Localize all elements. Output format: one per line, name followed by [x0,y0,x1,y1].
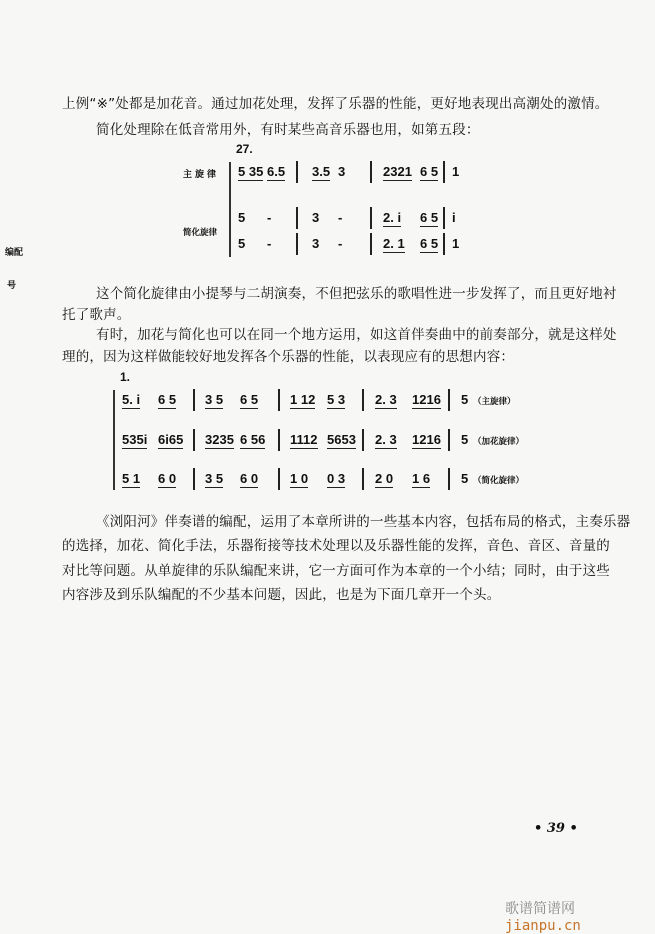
bar-line [278,468,280,490]
watermark [505,898,655,934]
bar-line [443,161,445,183]
example-number: 1. [120,370,131,384]
row-label: （加花旋律） [473,437,525,447]
paragraph-line: 上例“※”处都是加花音。通过加花处理，发挥了乐器的性能，更好地表现出高潮处的激情。 [62,96,609,112]
note-group: 1 [452,236,460,251]
page-number: • 39 • [534,821,578,836]
bar-line [278,429,280,451]
watermark-cn: 歌谱简谱网 [505,901,575,917]
note-group: 0 3 [327,471,346,486]
bar-line [193,468,195,490]
note-group: 1 6 [412,471,431,486]
note-group: 5 [238,210,246,225]
system-brace [113,390,115,490]
note-group: 3 [338,164,346,179]
note-group: - [267,236,272,251]
bar-line [448,468,450,490]
note-group: 6.5 [267,164,286,179]
example-number: 27. [236,142,253,156]
note-group: 5 1 [122,471,141,486]
note-group: 3 5 [205,392,224,407]
bar-line [448,429,450,451]
note-group: 6 5 [158,392,177,407]
note-group: 2 0 [375,471,394,486]
note-group: 5 35 [238,164,264,179]
bar-line [448,389,450,411]
note-group: 6 5 [420,164,439,179]
note-group: 5 3 [327,392,346,407]
note-group: 2. i [383,210,402,225]
note-group: 5653 [327,432,356,447]
row-label: （主旋律） [473,397,516,407]
note-group: 5 [461,432,469,447]
note-group: 5 [238,236,246,251]
note-group: i [452,210,456,225]
note-group: 3.5 [312,164,331,179]
note-group: 2. 3 [375,432,397,447]
bar-line [362,429,364,451]
side-margin-text: 编配 [5,248,24,258]
paragraph-line: 简化处理除在低音常用外，有时某些高音乐器也用，如第五段： [96,122,480,138]
bar-line [370,233,372,255]
bar-line [296,161,298,183]
paragraph-line: 托了歌声。 [62,307,131,323]
note-group: 5 [461,471,469,486]
paragraph-line: 有时，加花与简化也可以在同一个地方运用，如这首伴奏曲中的前奏部分，就是这样处 [96,327,617,343]
label-simplified-melody: 简化旋律 [183,228,218,238]
bar-line [362,468,364,490]
note-group: 3 [312,236,320,251]
bar-line [370,161,372,183]
note-group: 1216 [412,432,441,447]
bar-line [443,233,445,255]
bar-line [193,389,195,411]
note-group: 5 [461,392,469,407]
note-group: 6 0 [158,471,177,486]
system-brace [229,162,231,257]
side-margin-mark: 号 [7,281,17,291]
note-group: 6 5 [420,236,439,251]
note-group: 6 56 [240,432,266,447]
note-group: 6i65 [158,432,184,447]
note-group: 3 5 [205,471,224,486]
note-group: 6 0 [240,471,259,486]
paragraph-line: 这个简化旋律由小提琴与二胡演奏，不但把弦乐的歌唱性进一步发挥了，而且更好地衬 [96,286,617,302]
note-group: - [338,236,343,251]
note-group: 2321 [383,164,412,179]
note-group: 3235 [205,432,234,447]
bar-line [278,389,280,411]
bar-line [296,233,298,255]
row-label: （简化旋律） [473,476,525,486]
label-main-melody: 主旋律 [183,170,220,180]
note-group: 2. 3 [375,392,397,407]
watermark-url: jianpu.cn [505,918,581,934]
paragraph-line: 《浏阳河》伴奏谱的编配，运用了本章所讲的一些基本内容，包括布局的格式，主奏乐器 [96,514,631,530]
bar-line [193,429,195,451]
bar-line [370,207,372,229]
bar-line [362,389,364,411]
paragraph-line: 内容涉及到乐队编配的不少基本问题，因此，也是为下面几章开一个头。 [62,587,501,603]
paragraph-line: 的选择，加花、简化手法，乐器衔接等技术处理以及乐器性能的发挥，音色、音区、音量的 [62,538,610,554]
note-group: 2. 1 [383,236,405,251]
note-group: 1 0 [290,471,309,486]
note-group: 1112 [290,432,318,447]
note-group: - [338,210,343,225]
paragraph-line: 理的，因为这样做能较好地发挥各个乐器的性能，以表现应有的思想内容： [62,349,515,365]
note-group: 1 [452,164,460,179]
bar-line [296,207,298,229]
note-group: 5. i [122,392,141,407]
note-group: 6 5 [420,210,439,225]
note-group: 3 [312,210,320,225]
note-group: - [267,210,272,225]
note-group: 6 5 [240,392,259,407]
note-group: 1 12 [290,392,316,407]
paragraph-line: 对比等问题。从单旋律的乐队编配来讲，它一方面可作为本章的一个小结；同时，由于这些 [62,563,610,579]
note-group: 1216 [412,392,441,407]
bar-line [443,207,445,229]
note-group: 535i [122,432,148,447]
